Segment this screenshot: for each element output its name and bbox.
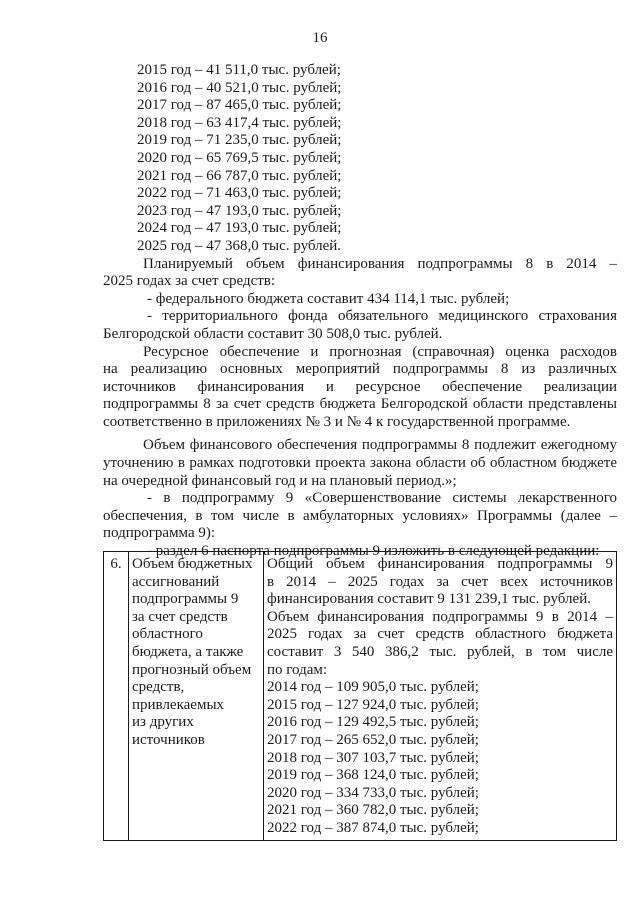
content-year-line: 2018 год – 307 103,7 тыс. рублей; (267, 749, 479, 766)
content-line: Общий объем финансирования подпрограммы 9 (267, 556, 613, 572)
page-number: 16 (312, 30, 328, 46)
content-line: составит 3 540 386,2 тыс. рублей, в том числе (267, 643, 613, 660)
name-line: за счет средств (132, 608, 228, 625)
passport-table (103, 551, 617, 841)
bullet-federal-budget: - федерального бюджета составит 434 114,1 тыс. рублей; (147, 290, 510, 307)
document-body (103, 62, 617, 561)
text-line: подпрограмма 9): (103, 525, 216, 542)
year-line: 2020 год – 65 769,5 тыс. рублей; (137, 149, 342, 166)
content-year-line: 2020 год – 334 733,0 тыс. рублей; (267, 784, 479, 801)
name-line: источников (132, 731, 205, 748)
text-line: Белгородской области составит 30 508,0 тыс. рублей. (103, 325, 443, 342)
bullet-territorial-fund (103, 308, 617, 343)
year-line: 2017 год – 87 465,0 тыс. рублей; (137, 97, 342, 114)
content-line: по годам: (267, 661, 328, 678)
content-year-line: 2021 год – 360 782,0 тыс. рублей; (267, 802, 479, 819)
year-line: 2016 год – 40 521,0 тыс. рублей; (137, 79, 342, 96)
text-line: уточнению в рамках подготовки проекта закона области об областном бюджете (103, 455, 617, 472)
row-content-cell (264, 552, 617, 841)
paragraph-planned-financing (103, 256, 617, 291)
text-line: 2025 годах за счет средств: (103, 273, 276, 290)
text-line: Объем финансового обеспечения подпрограммы 8 подлежит ежегодному (143, 437, 617, 454)
row-name-cell (129, 552, 264, 841)
content-year-line: 2019 год – 368 124,0 тыс. рублей; (267, 767, 479, 784)
text-line: обеспечения, в том числе в амбулаторных условиях» Программы (далее – (103, 507, 617, 524)
paragraph-resource-provision (103, 344, 617, 432)
year-line: 2019 год – 71 235,0 тыс. рублей; (137, 132, 342, 149)
text-line: - в подпрограмму 9 «Совершенствование системы лекарственного (147, 490, 617, 507)
content-line: финансирования составит 9 131 239,1 тыс. рублей. (267, 591, 591, 608)
row-number-cell: 6. (104, 552, 129, 841)
name-line: привлекаемых (132, 696, 225, 713)
content-year-line: 2022 год – 387 874,0 тыс. рублей; (267, 819, 479, 836)
text-line: подпрограммы 8 за счет средств бюджета Белгородской области представлены (103, 396, 617, 413)
paragraph-subprogram-9 (103, 490, 617, 543)
text-line: на очередной финансовый год и на плановый период.»; (103, 472, 457, 489)
content-line: 2025 годах за счет средств областного бюджета (267, 626, 613, 643)
year-line: 2024 год – 47 193,0 тыс. рублей; (137, 220, 342, 237)
year-line: 2025 год – 47 368,0 тыс. рублей. (137, 237, 342, 254)
name-line: ассигнований (132, 573, 220, 590)
paragraph-financial-volume (103, 437, 617, 490)
content-year-line: 2016 год – 129 492,5 тыс. рублей; (267, 714, 479, 731)
text-line: на реализацию основных мероприятий подпрограммы 8 из различных (103, 361, 617, 378)
content-line: в 2014 – 2025 годах за счет всех источников (267, 573, 613, 590)
name-line: бюджета, а также (132, 643, 244, 660)
text-line: источников финансирования и ресурсное обеспечение реализации (103, 378, 617, 395)
content-line: Объем финансирования подпрограммы 9 в 2014 – (267, 608, 613, 625)
text-line: соответственно в приложениях № 3 и № 4 к государственной программе. (103, 413, 571, 430)
table-row (104, 552, 617, 841)
name-line: областного (132, 626, 203, 643)
name-line: из других (132, 714, 194, 731)
name-line: средств, (132, 679, 185, 696)
content-year-line: 2015 год – 127 924,0 тыс. рублей; (267, 696, 479, 713)
text-line: Планируемый объем финансирования подпрограммы 8 в 2014 – (143, 255, 617, 272)
name-line: подпрограммы 9 (132, 591, 239, 608)
year-line: 2018 год – 63 417,4 тыс. рублей; (137, 114, 342, 131)
paragraph-section-6: - раздел 6 паспорта подпрограммы 9 изложить в следующей редакции: (147, 543, 600, 560)
year-line: 2021 год – 66 787,0 тыс. рублей; (137, 167, 342, 184)
name-line: Объем бюджетных (132, 556, 253, 572)
content-year-line: 2017 год – 265 652,0 тыс. рублей; (267, 731, 479, 748)
name-line: прогнозный объем (132, 661, 252, 678)
text-line: Ресурсное обеспечение и прогнозная (справочная) оценка расходов (143, 343, 617, 360)
year-line: 2015 год – 41 511,0 тыс. рублей; (137, 62, 341, 78)
year-line: 2023 год – 47 193,0 тыс. рублей; (137, 202, 342, 219)
years-list (103, 62, 617, 256)
content-year-line: 2014 год – 109 905,0 тыс. рублей; (267, 679, 479, 696)
text-line: - территориального фонда обязательного медицинского страхования (147, 308, 617, 325)
year-line: 2022 год – 71 463,0 тыс. рублей; (137, 185, 342, 202)
